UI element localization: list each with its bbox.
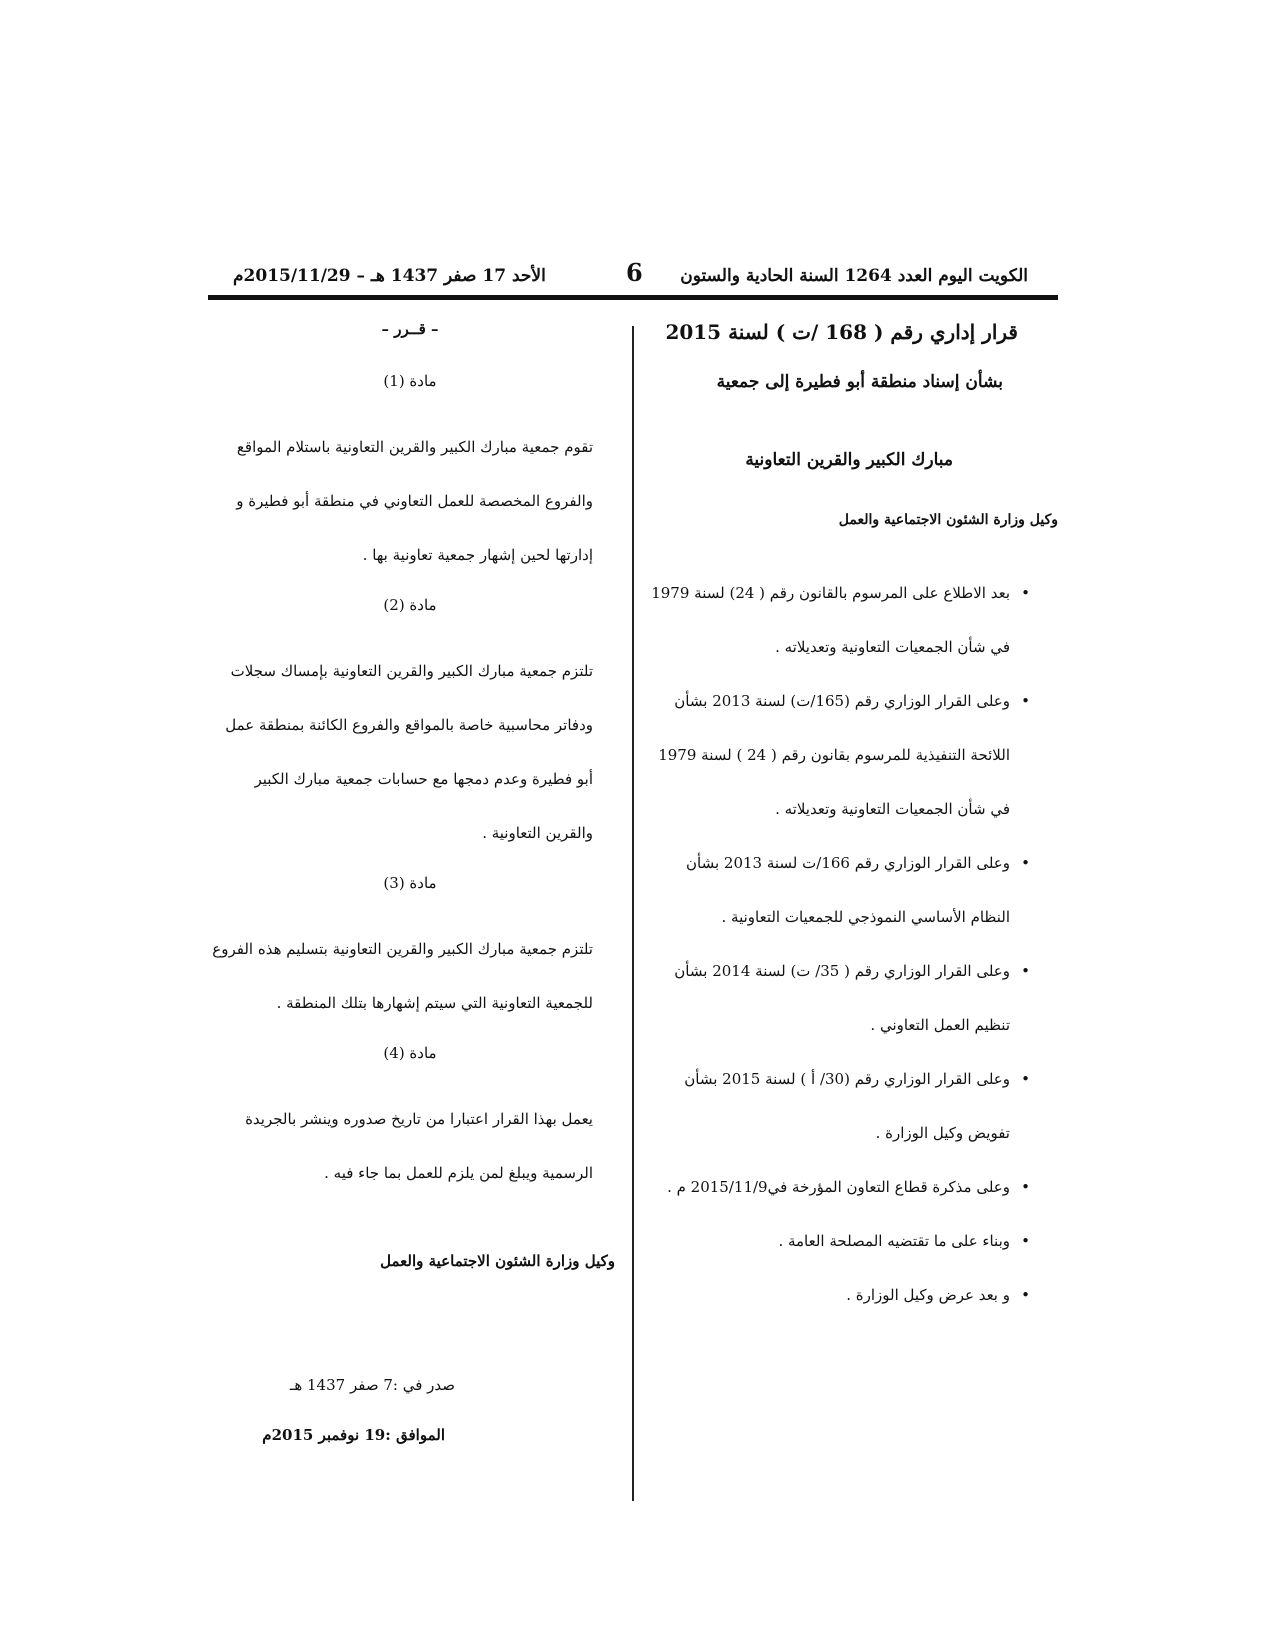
preamble-text: وعلى القرار الوزاري رقم (165/ت) لسنة 2013 بشأن اللائحة التنفيذية للمرسوم بقانون رقم ( 24 ) لسنة 1979 في شأن الجمعيات التعاونية وتعديلاته .: [658, 692, 1010, 818]
preamble-item: [650, 836, 1058, 944]
preamble-text: وعلى القرار الوزاري رقم 166/ت لسنة 2013 بشأن النظام الأساسي النموذجي للجمعيات التعاونية .: [685, 854, 1010, 926]
decision-subtitle-1: بشأن إسناد منطقة أبو فطيرة إلى جمعية: [716, 372, 1003, 392]
preamble-text: وعلى القرار الوزاري رقم ( 35/ ت) لسنة 2014 بشأن تنظيم العمل التعاوني .: [674, 962, 1010, 1034]
article-heading: مادة (2): [383, 596, 437, 614]
article-text: تقوم جمعية مبارك الكبير والقرين التعاونية باستلام المواقع والفروع المخصصة للعمل التعاوني في منطقة أبو فطيرة و إدارتها لحين إشهار جمعية تعاونية بها .: [236, 438, 593, 564]
decision-title: قرار إداري رقم ( 168 /ت ) لسنة 2015: [665, 320, 1018, 344]
bullet-icon: •: [1021, 1178, 1030, 1196]
preamble-item: [650, 1268, 1058, 1322]
signer: وكيل وزارة الشئون الاجتماعية والعمل: [380, 1252, 615, 1270]
bullet-icon: •: [1021, 1286, 1030, 1304]
page-header: [208, 258, 1058, 298]
bullet-icon: •: [1021, 584, 1030, 602]
preamble-item: [650, 1160, 1058, 1214]
article-text: تلتزم جمعية مبارك الكبير والقرين التعاونية بإمساك سجلات ودفاتر محاسبية خاصة بالمواقع والفروع الكائنة بمنطقة عمل أبو فطيرة وعدم دمجها مع حسابات جمعية مبارك الكبير والقرين التعاونية .: [225, 662, 593, 842]
corresponding-date: الموافق :19 نوفمبر 2015م: [262, 1426, 445, 1444]
header-publication-info: الكويت اليوم العدد 1264 السنة الحادية والستون: [680, 266, 1028, 286]
issued-date: صدر في :7 صفر 1437 هـ: [289, 1376, 455, 1394]
preamble-text: بعد الاطلاع على المرسوم بالقانون رقم ( 24) لسنة 1979 في شأن الجمعيات التعاونية وتعديلاته .: [651, 584, 1010, 656]
article-text: يعمل بهذا القرار اعتبارا من تاريخ صدوره وينشر بالجريدة الرسمية ويبلغ لمن يلزم للعمل بما جاء فيه .: [245, 1110, 593, 1182]
bullet-icon: •: [1021, 854, 1030, 872]
preamble-text: وعلى القرار الوزاري رقم (30/ أ ) لسنة 2015 بشأن تفويض وكيل الوزارة .: [684, 1070, 1010, 1142]
decree-heading: – قــرر –: [381, 320, 439, 338]
article-text: تلتزم جمعية مبارك الكبير والقرين التعاونية بتسليم هذه الفروع للجمعية التعاونية التي سيتم إشهارها بتلك المنطقة .: [212, 940, 593, 1012]
preamble-item: [650, 566, 1058, 674]
preamble-text: وعلى مذكرة قطاع التعاون المؤرخة في2015/11/9 م .: [667, 1178, 1010, 1196]
bullet-icon: •: [1021, 692, 1030, 710]
page-number: 6: [626, 258, 643, 287]
decision-subtitle-2: مبارك الكبير والقرين التعاونية: [745, 450, 953, 470]
article-heading: مادة (4): [383, 1044, 437, 1062]
bullet-icon: •: [1021, 1232, 1030, 1250]
right-column: [650, 320, 1058, 1322]
preamble-item: [650, 944, 1058, 1052]
article-heading: مادة (1): [383, 372, 437, 390]
preamble-item: [650, 1052, 1058, 1160]
header-rule: [208, 295, 1058, 300]
bullet-icon: •: [1021, 962, 1030, 980]
left-column: [205, 320, 615, 1460]
bullet-icon: •: [1021, 1070, 1030, 1088]
minister-heading: وكيل وزارة الشئون الاجتماعية والعمل: [838, 512, 1058, 528]
article-heading: مادة (3): [383, 874, 437, 892]
preamble-list: [650, 566, 1058, 1322]
column-divider: [632, 326, 634, 1501]
preamble-text: و بعد عرض وكيل الوزارة .: [846, 1286, 1010, 1304]
preamble-text: وبناء على ما تقتضيه المصلحة العامة .: [778, 1232, 1010, 1250]
preamble-item: [650, 674, 1058, 836]
header-date: الأحد 17 صفر 1437 هـ – 2015/11/29م: [233, 266, 546, 286]
preamble-item: [650, 1214, 1058, 1268]
